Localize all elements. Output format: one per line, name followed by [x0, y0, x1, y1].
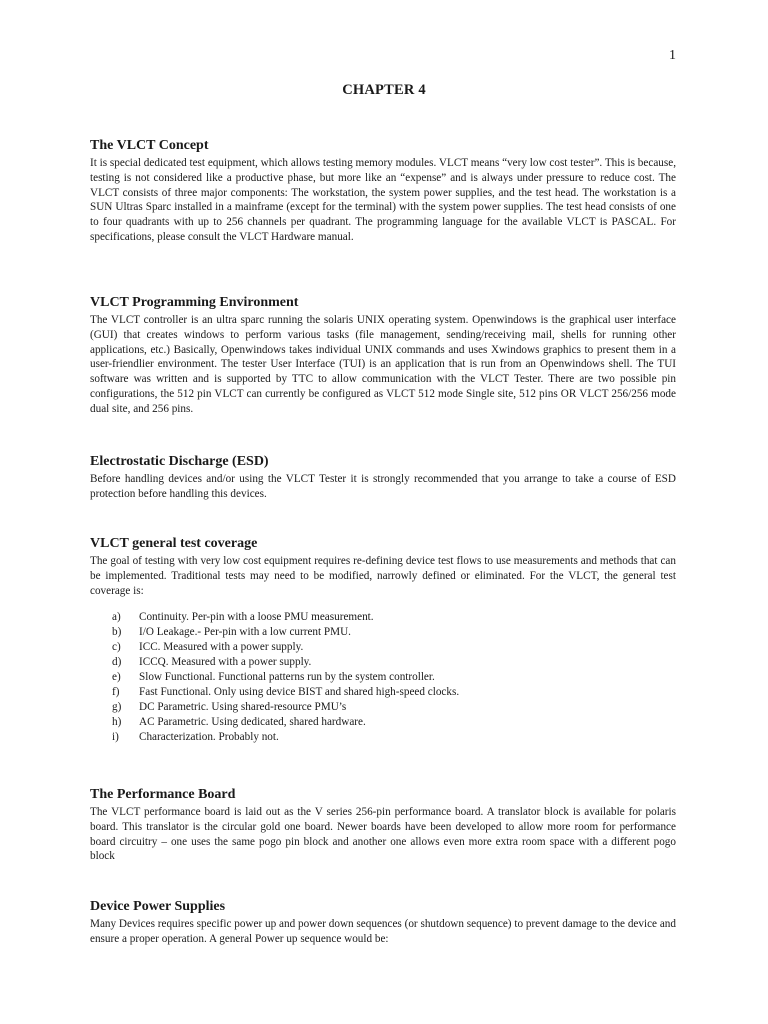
- section-heading: VLCT general test coverage: [90, 536, 258, 551]
- list-marker: h): [112, 716, 122, 729]
- page-number: 1: [669, 48, 676, 63]
- list-item: [90, 730, 676, 745]
- section-body: It is special dedicated test equipment, which allows testing memory modules. VLCT means “very low cost tester”. This is because, testing is not considered like a productive phase, but more like an “expense” and is always under pressure to reduce cost. The VLCT consists of three major components: The workstation, the system power supplies, and the test head. The workstation is a SUN Ultras Sparc installed in a mainframe (except for the terminal) with the system power supplies. The test head consists of one to four quadrants with up to 256 channels per quadrant. The programming language for the available VLCT is PASCAL. For specifications, please consult the VLCT Hardware manual.: [90, 157, 676, 243]
- list-item-text: AC Parametric. Using dedicated, shared hardware.: [139, 716, 366, 729]
- section-body: The VLCT performance board is laid out as the V series 256-pin performance board. A translator block is available for polaris board. This translator is the circular gold one board. Newer boards have been developed to allow more room for performance board circuitry – one uses the same pogo pin block and another one allows even more extra room space with a different pogo block: [90, 806, 676, 863]
- section-body: The goal of testing with very low cost equipment requires re-defining device test flows to use measurements and methods that can be implemented. Traditional tests may need to be modified, narrowly defined or eliminated. For the VLCT, the general test coverage is:: [90, 555, 676, 597]
- list-item-text: ICC. Measured with a power supply.: [139, 641, 304, 654]
- section-test-coverage: [90, 535, 676, 745]
- section-heading: Device Power Supplies: [90, 899, 226, 914]
- section-programming-environment: [90, 294, 676, 417]
- section-heading: Electrostatic Discharge (ESD): [90, 454, 269, 469]
- section-heading: VLCT Programming Environment: [90, 295, 299, 310]
- list-item: [90, 625, 676, 640]
- list-item: [90, 715, 676, 730]
- list-marker: c): [112, 641, 121, 654]
- list-marker: a): [112, 611, 121, 624]
- chapter-title: CHAPTER 4: [342, 82, 426, 98]
- list-item: [90, 700, 676, 715]
- list-item-text: Fast Functional. Only using device BIST and shared high-speed clocks.: [139, 686, 460, 699]
- list-item: [90, 670, 676, 685]
- section-performance-board: [90, 786, 676, 864]
- section-vlct-concept: [90, 137, 676, 245]
- section-esd: [90, 453, 676, 502]
- list-item-text: Slow Functional. Functional patterns run by the system controller.: [139, 671, 435, 684]
- list-marker: f): [112, 686, 120, 699]
- list-item: [90, 610, 676, 625]
- section-heading: The Performance Board: [90, 787, 236, 802]
- list-marker: e): [112, 671, 121, 684]
- list-marker: d): [112, 656, 122, 669]
- list-item-text: I/O Leakage.- Per-pin with a low current PMU.: [139, 626, 351, 639]
- list-item-text: DC Parametric. Using shared-resource PMU’s: [139, 701, 347, 714]
- list-item-text: Characterization. Probably not.: [139, 731, 279, 744]
- list-item: [90, 640, 676, 655]
- section-body: Before handling devices and/or using the VLCT Tester it is strongly recommended that you arrange to take a course of ESD protection before handling this devices.: [90, 473, 676, 500]
- list-item-text: Continuity. Per-pin with a loose PMU measurement.: [139, 611, 374, 624]
- list-item: [90, 685, 676, 700]
- test-coverage-list: [90, 610, 676, 745]
- list-marker: i): [112, 731, 119, 744]
- list-marker: b): [112, 626, 122, 639]
- list-item-text: ICCQ. Measured with a power supply.: [139, 656, 312, 669]
- list-item: [90, 655, 676, 670]
- section-power-supplies: [90, 898, 676, 947]
- list-marker: g): [112, 701, 122, 714]
- section-heading: The VLCT Concept: [90, 138, 209, 153]
- section-body: The VLCT controller is an ultra sparc running the solaris UNIX operating system. Openwindows is the graphical user interface (GUI) that creates windows to perform various tasks (file management, sending/receiving mail, shells for running other applications, etc.) Basically, Openwindows takes individual UNIX commands and uses Xwindows graphics to present them in a user-friendlier environment. The tester User Interface (TUI) is an application that is run from an Openwindows shell. The TUI software was written and is supported by TTC to allow communication with the VLCT Tester. There are two possible pin configurations, the 512 pin VLCT can currently be configured as VLCT 512 mode Single site, 512 pins OR VLCT 256/256 mode dual site, and 256 pins.: [90, 314, 676, 415]
- section-body: Many Devices requires specific power up and power down sequences (or shutdown sequence) to prevent damage to the device and ensure a proper operation. A general Power up sequence would be:: [90, 918, 676, 945]
